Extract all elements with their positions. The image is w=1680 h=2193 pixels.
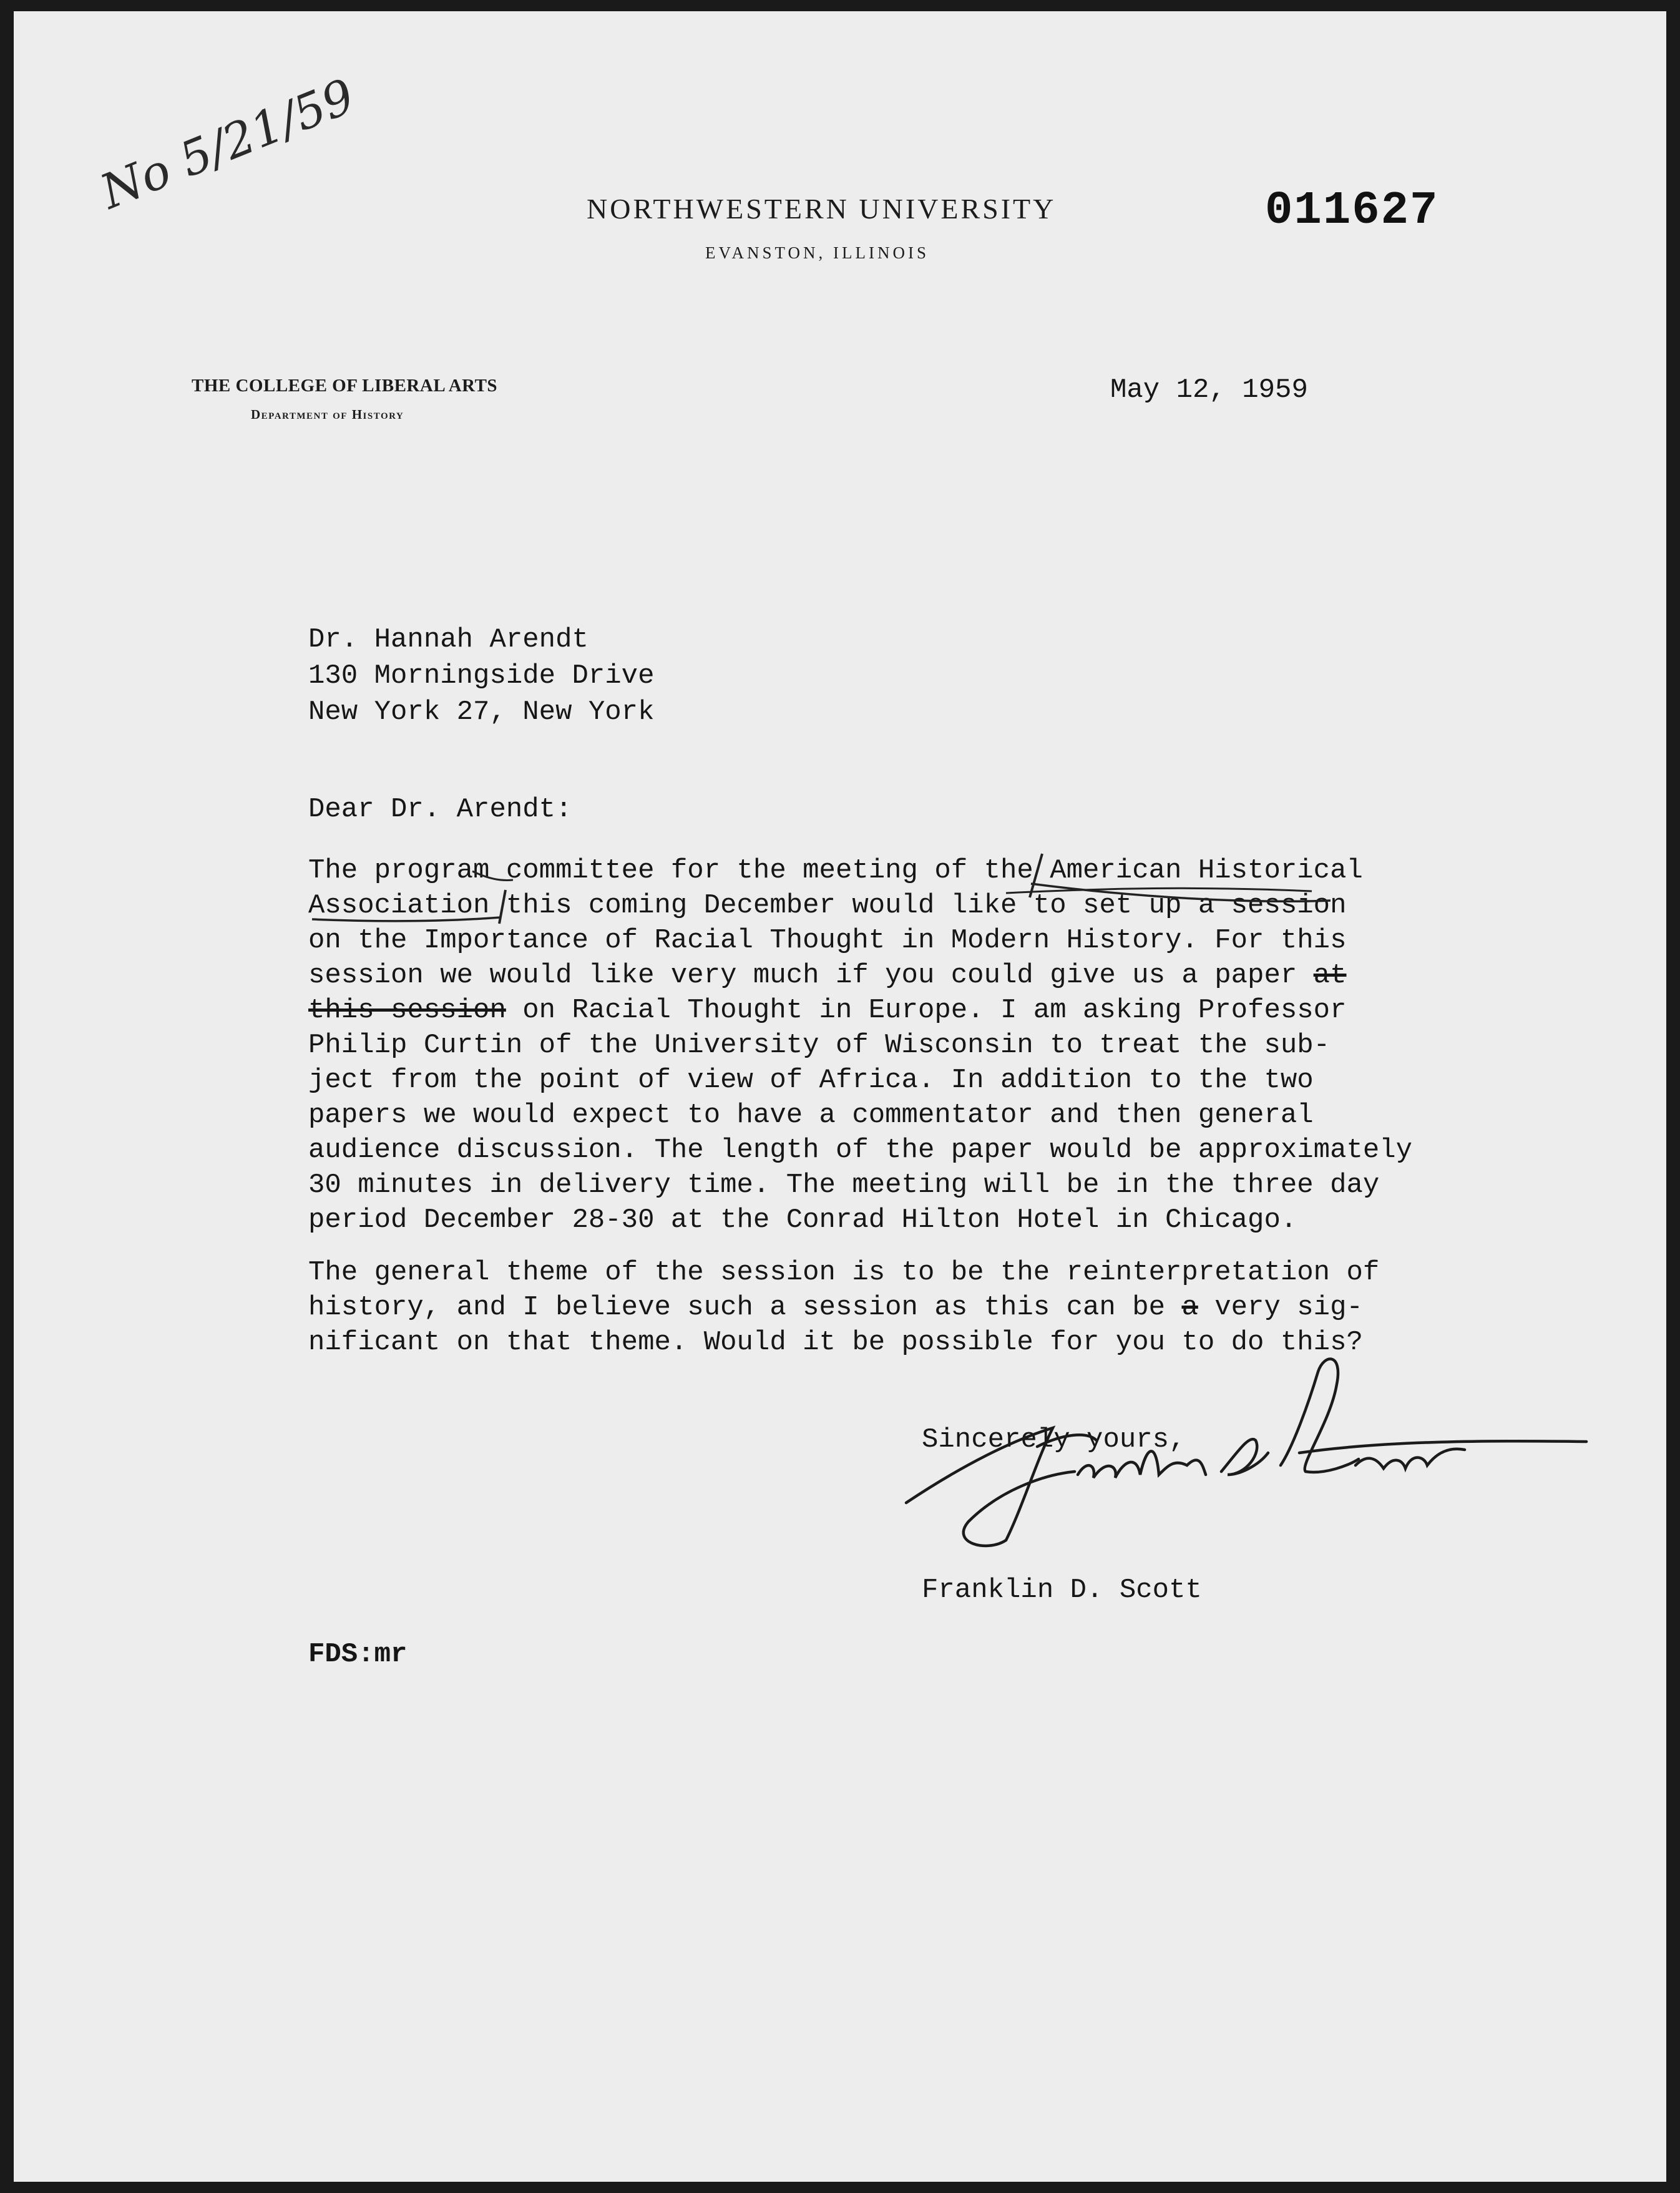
struck-char: a [1181, 1292, 1198, 1323]
department-name: Department of History [251, 407, 404, 422]
paragraph1-line: The program committee for the meeting of the American Historical [308, 855, 1363, 886]
paragraph2-text: history, and I believe such a session as this can be [308, 1292, 1166, 1323]
bracket-mark [499, 890, 505, 924]
struck-text: at [1313, 960, 1347, 991]
signature-graphic [906, 1359, 1586, 1546]
underline-mark [1031, 884, 1331, 901]
signer-name: Franklin D. Scott [922, 1575, 1202, 1606]
paragraph1-text: session we would like very much if you could give us a paper [308, 960, 1297, 991]
institution-location: EVANSTON, ILLINOIS [705, 243, 929, 262]
letter-date: May 12, 1959 [1110, 374, 1308, 406]
letter-page [14, 11, 1666, 2182]
typist-initials: FDS:mr [308, 1639, 408, 1670]
recipient-city: New York 27, New York [308, 696, 655, 728]
paragraph1-line: ject from the point of view of Africa. In addition to the two [308, 1065, 1314, 1096]
paragraph1-line: 30 minutes in delivery time. The meeting will be in the three day [308, 1170, 1380, 1201]
underline-mark [472, 871, 513, 880]
paragraph1-line: Philip Curtin of the University of Wisconsin to treat the sub- [308, 1030, 1331, 1061]
underline-mark [1006, 888, 1312, 893]
institution-name: NORTHWESTERN UNIVERSITY [587, 193, 1057, 225]
paragraph1-line: period December 28-30 at the Conrad Hilton Hotel in Chicago. [308, 1204, 1297, 1236]
handwritten-date-note: No 5/21/59 [92, 67, 363, 220]
salutation: Dear Dr. Arendt: [308, 794, 572, 825]
paragraph1-line: audience discussion. The length of the paper would be approximately [308, 1135, 1413, 1166]
recipient-street: 130 Morningside Drive [308, 660, 655, 691]
paragraph2-line: nificant on that theme. Would it be possible for you to do this? [308, 1327, 1363, 1358]
paragraph2-text: very sig- [1214, 1292, 1363, 1323]
paragraph1-line: papers we would expect to have a commentator and then general [308, 1100, 1314, 1131]
underline-mark [312, 917, 501, 921]
paragraph1-line: Association this coming December would like to set up a session [308, 890, 1347, 921]
recipient-name: Dr. Hannah Arendt [308, 624, 588, 655]
closing: Sincerely yours, [922, 1424, 1186, 1455]
pen-annotations [14, 11, 1666, 2182]
paragraph2-line: The general theme of the session is to be the reinterpretation of [308, 1257, 1380, 1288]
paragraph1-text: on Racial Thought in Europe. I am asking Professor [522, 995, 1347, 1026]
struck-text: this session [308, 995, 506, 1026]
document-number-stamp: 011627 [1265, 185, 1439, 237]
paragraph1-line: on the Importance of Racial Thought in Modern History. For this [308, 925, 1347, 956]
college-name: THE COLLEGE OF LIBERAL ARTS [192, 376, 498, 396]
